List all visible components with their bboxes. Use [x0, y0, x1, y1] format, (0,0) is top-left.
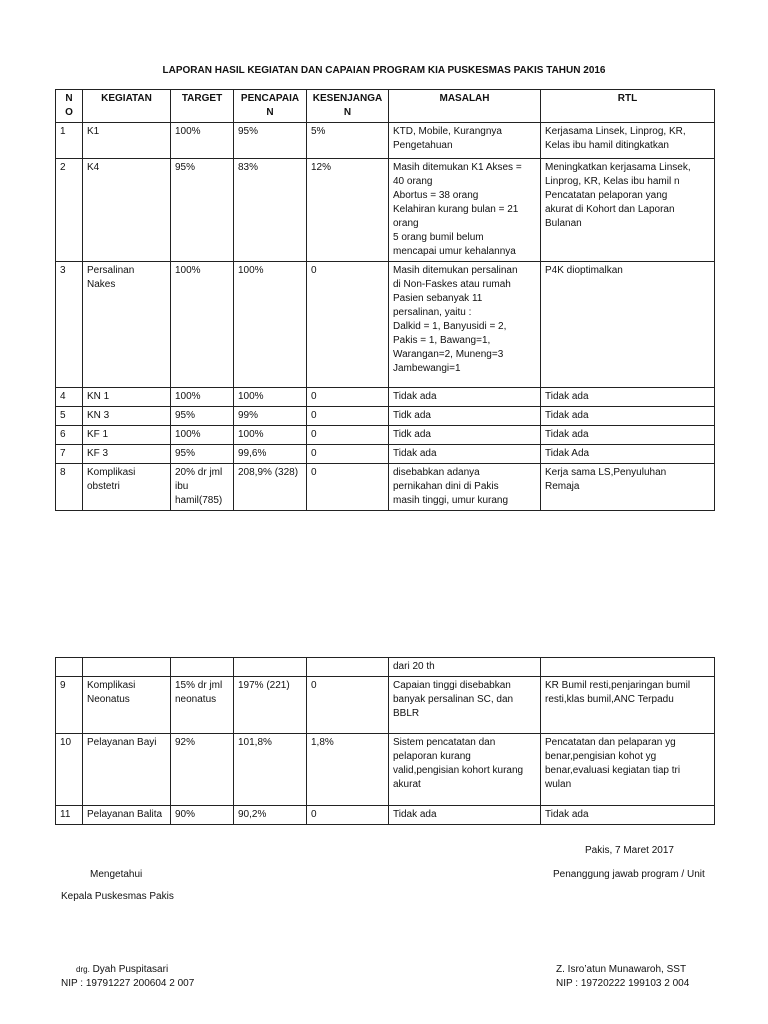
cell-pencapaian: 100% [234, 426, 307, 445]
cell-kegiatan: KN 1 [83, 388, 171, 407]
left-signatory-nip: NIP : 19791227 200604 2 007 [61, 978, 195, 989]
cell-target: 20% dr jml ibu hamil(785) [171, 464, 234, 511]
cell-kesenjangan: 1,8% [307, 734, 389, 806]
cell-kesenjangan: 0 [307, 806, 389, 825]
cell-rtl [541, 658, 715, 677]
cell-no: 10 [56, 734, 83, 806]
cell-kegiatan: Persalinan Nakes [83, 262, 171, 388]
table-row [56, 388, 715, 407]
cell-target: 100% [171, 262, 234, 388]
program-responsible-label: Penanggung jawab program / Unit [553, 869, 705, 880]
cell-kegiatan: Pelayanan Bayi [83, 734, 171, 806]
cell-kegiatan: KF 1 [83, 426, 171, 445]
cell-pencapaian [234, 658, 307, 677]
cell-target: 100% [171, 426, 234, 445]
cell-target [171, 658, 234, 677]
name-prefix: drg. [76, 965, 90, 974]
cell-pencapaian: 100% [234, 262, 307, 388]
cell-kegiatan: Komplikasi Neonatus [83, 677, 171, 734]
cell-kesenjangan: 0 [307, 464, 389, 511]
cell-kesenjangan: 0 [307, 426, 389, 445]
cell-target: 100% [171, 123, 234, 159]
left-name: Dyah Puspitasari [92, 964, 169, 975]
table-row [56, 734, 715, 806]
cell-kesenjangan: 0 [307, 445, 389, 464]
cell-masalah: Masih ditemukan K1 Akses = 40 orang Abortus = 38 orang Kelahiran kurang bulan = 21 orang 5 orang bumil belum mencapai umur kehalannya [389, 159, 541, 262]
cell-rtl: Kerjasama Linsek, Linprog, KR, Kelas ibu hamil ditingkatkan [541, 123, 715, 159]
col-header-no: N O [56, 90, 83, 123]
cell-kesenjangan: 0 [307, 677, 389, 734]
table-row [56, 159, 715, 262]
cell-masalah: Sistem pencatatan dan pelaporan kurang valid,pengisian kohort kurang akurat [389, 734, 541, 806]
cell-no: 9 [56, 677, 83, 734]
cell-kegiatan: KN 3 [83, 407, 171, 426]
cell-masalah: Tidak ada [389, 388, 541, 407]
cell-kesenjangan: 0 [307, 388, 389, 407]
col-header-pencapaian: PENCAPAIAN [234, 90, 307, 123]
head-role-label: Kepala Puskesmas Pakis [61, 891, 174, 902]
col-header-rtl: RTL [541, 90, 715, 123]
cell-target: 95% [171, 159, 234, 262]
cell-masalah: Capaian tinggi disebabkan banyak persalinan SC, dan BBLR [389, 677, 541, 734]
cell-no: 4 [56, 388, 83, 407]
cell-kegiatan [83, 658, 171, 677]
cell-rtl: Tidak ada [541, 426, 715, 445]
col-header-kesenjangan: KESENJANGAN [307, 90, 389, 123]
cell-kesenjangan: 5% [307, 123, 389, 159]
cell-no: 7 [56, 445, 83, 464]
cell-masalah: Tidak ada [389, 806, 541, 825]
cell-masalah: Tidak ada [389, 445, 541, 464]
cell-target: 90% [171, 806, 234, 825]
cell-kegiatan: Komplikasi obstetri [83, 464, 171, 511]
report-table-continued [55, 657, 715, 825]
cell-rtl: Meningkatkan kerjasama Linsek, Linprog, KR, Kelas ibu hamil n Pencatatan pelaporan yang akurat di Kohort dan Laporan Bulanan [541, 159, 715, 262]
cell-masalah: Tidk ada [389, 426, 541, 445]
cell-kesenjangan: 0 [307, 407, 389, 426]
right-signatory-nip: NIP : 19720222 199103 2 004 [556, 978, 690, 989]
page-title: LAPORAN HASIL KEGIATAN DAN CAPAIAN PROGRAM KIA PUSKESMAS PAKIS TAHUN 2016 [162, 65, 606, 76]
cell-kegiatan: Pelayanan Balita [83, 806, 171, 825]
cell-masalah: Tidk ada [389, 407, 541, 426]
col-header-masalah: MASALAH [389, 90, 541, 123]
table-row [56, 677, 715, 734]
cell-target: 95% [171, 407, 234, 426]
cell-no: 3 [56, 262, 83, 388]
table-row [56, 445, 715, 464]
table-row [56, 806, 715, 825]
table-header-row [56, 90, 715, 123]
cell-kesenjangan: 12% [307, 159, 389, 262]
cell-pencapaian: 90,2% [234, 806, 307, 825]
cell-target: 95% [171, 445, 234, 464]
cell-pencapaian: 100% [234, 388, 307, 407]
table-row [56, 464, 715, 511]
cell-pencapaian: 95% [234, 123, 307, 159]
cell-rtl: Pencatatan dan pelaparan yg benar,pengisian kohot yg benar,evaluasi kegiatan tiap tri wulan [541, 734, 715, 806]
report-table [55, 89, 715, 511]
cell-pencapaian: 99% [234, 407, 307, 426]
table-row [56, 426, 715, 445]
cell-no: 6 [56, 426, 83, 445]
right-signatory-name: Z. Isro’atun Munawaroh, SST [556, 964, 687, 975]
cell-pencapaian: 197% (221) [234, 677, 307, 734]
cell-masalah: Masih ditemukan persalinan di Non-Faskes atau rumah Pasien sebanyak 11 persalinan, yaitu : Dalkid = 1, Banyusidi = 2, Pakis = 1, Bawang=1, Warangan=2, Muneng=3 Jambewangi=1 [389, 262, 541, 388]
cell-rtl: Kerja sama LS,Penyuluhan Remaja [541, 464, 715, 511]
cell-target: 100% [171, 388, 234, 407]
cell-kegiatan: K1 [83, 123, 171, 159]
cell-kegiatan: KF 3 [83, 445, 171, 464]
table-row [56, 123, 715, 159]
cell-masalah: dari 20 th [389, 658, 541, 677]
left-signatory-name [76, 963, 168, 977]
col-header-kegiatan: KEGIATAN [83, 90, 171, 123]
cell-rtl: Tidak ada [541, 806, 715, 825]
cell-pencapaian: 208,9% (328) [234, 464, 307, 511]
cell-rtl: P4K dioptimalkan [541, 262, 715, 388]
cell-no: 5 [56, 407, 83, 426]
cell-no: 1 [56, 123, 83, 159]
acknowledged-label: Mengetahui [90, 869, 143, 880]
cell-masalah: disebabkan adanya pernikahan dini di Pakis masih tinggi, umur kurang [389, 464, 541, 511]
cell-rtl: Tidak ada [541, 388, 715, 407]
table-row [56, 658, 715, 677]
cell-masalah: KTD, Mobile, Kurangnya Pengetahuan [389, 123, 541, 159]
cell-kesenjangan [307, 658, 389, 677]
table-row [56, 262, 715, 388]
cell-rtl: KR Bumil resti,penjaringan bumil resti,klas bumil,ANC Terpadu [541, 677, 715, 734]
table-row [56, 407, 715, 426]
cell-target: 92% [171, 734, 234, 806]
cell-no [56, 658, 83, 677]
place-date: Pakis, 7 Maret 2017 [585, 845, 674, 856]
cell-no: 2 [56, 159, 83, 262]
cell-pencapaian: 99,6% [234, 445, 307, 464]
cell-rtl: Tidak Ada [541, 445, 715, 464]
cell-no: 8 [56, 464, 83, 511]
cell-target: 15% dr jml neonatus [171, 677, 234, 734]
cell-no: 11 [56, 806, 83, 825]
cell-pencapaian: 83% [234, 159, 307, 262]
cell-kesenjangan: 0 [307, 262, 389, 388]
cell-pencapaian: 101,8% [234, 734, 307, 806]
cell-rtl: Tidak ada [541, 407, 715, 426]
cell-kegiatan: K4 [83, 159, 171, 262]
col-header-target: TARGET [171, 90, 234, 123]
